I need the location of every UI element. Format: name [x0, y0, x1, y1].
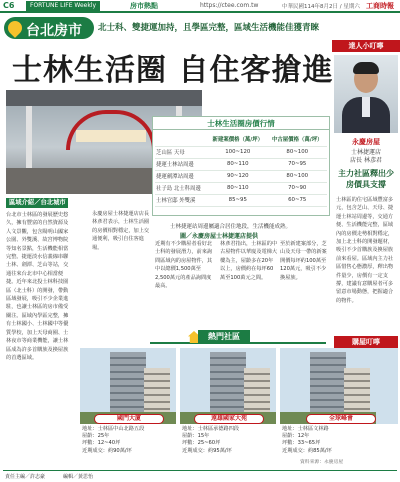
columnist-headline: 主力社區釋出少 房價具支撐	[338, 169, 394, 189]
article-column-2: 永慶房屋士林捷運店店長林彥君表示，士林生活圈的房價相對穩定，加上交通便利，吸引自住客進場。	[92, 211, 150, 251]
building-photo-2	[180, 348, 276, 424]
article-column-4: 林彥君指出，士林區的中古屋物件以華廈及電梯大樓為主，屋齡多在20年以上，房價約在每坪60萬至100萬元之間。	[220, 241, 278, 281]
building-photo-1	[80, 348, 176, 424]
columnist-bar: 達人小叮嚀	[332, 40, 400, 52]
article-headline: 士林生活圈 自住客搶進	[12, 53, 334, 88]
article-subhead: 區域介紹／台北城市	[6, 198, 68, 208]
data-source: 資料來源：永慶房屋	[300, 460, 344, 465]
footer-layout-editor: 編輯／黃思怡	[63, 474, 94, 480]
table-row: 士林官邸 外雙溪 85~95 60~75	[155, 194, 327, 206]
columnist-name: 店長 林彥君	[350, 157, 382, 164]
footer-editor: 責任主編／許志豪	[5, 474, 46, 480]
article-column-3: 近期有不少購屋者看好北士科的發展潛力，前來詢問區域內的房屋物件，其中以總價1,500萬至2,500萬元的產品詢問度最高。	[155, 241, 213, 290]
page-header	[0, 0, 400, 13]
table-row: 捷運劍潭站周邊 90~120 80~100	[155, 170, 327, 182]
community-info-1: 地址：士林區中山北路五段 屋齡：25年 坪數：12~40坪 近期成交：約90萬/坪	[82, 426, 145, 454]
article-subtitle: 北士科、雙捷運加持，且學區完整，區域生活機能佳獲青睞	[98, 23, 320, 33]
site-url[interactable]: https://ctee.com.tw	[200, 2, 259, 9]
tip-box-title: 購屋叮嚀	[335, 337, 397, 348]
article-column-5: 至於新建案部分，芝山及天母一帶的新案開價每坪約100萬至120萬元，吸引不少換屋族。	[280, 241, 327, 281]
table-row: 芝山區 天母 100~120 80~100	[155, 146, 327, 158]
columnist-portrait	[334, 55, 398, 133]
building-photo-3	[280, 348, 398, 424]
page-footer	[3, 470, 397, 480]
photo-credit: 圖／永慶房屋士林捷運店提供	[180, 233, 259, 240]
photo-caption: 士林捷運站周邊屬適合居住地段，生活機能成熟。	[170, 224, 292, 230]
community-name-2: 遠雄國家大苑	[194, 414, 264, 424]
community-info-2: 地址：士林區承德路四段 屋齡：15年 坪數：25~60坪 近期成交：約95萬/坪	[182, 426, 240, 454]
columnist-branch: 士林捷運店	[350, 149, 381, 156]
page-number: C6	[3, 1, 15, 10]
price-table	[152, 116, 330, 216]
newspaper-logo: 工商時報	[366, 2, 394, 10]
community-name-1: 國門大廈	[94, 414, 164, 424]
community-info-3: 地址：士林區文林路 屋齡：12年 坪數：33~65坪 近期成交：約85萬/坪	[282, 426, 332, 454]
price-table-header: 新建案價格（萬/坪） 中古屋價格（萬/坪）	[155, 132, 327, 146]
section-badge: FORTUNE LIFE Weekly	[26, 1, 100, 11]
hot-community-label: 熱門社區	[198, 330, 250, 344]
section-title: 房市熱點	[130, 2, 158, 10]
location-pin-icon	[5, 18, 25, 38]
columnist-company: 永慶房屋	[352, 138, 380, 146]
table-row: 捷運士林站周邊 80~110 70~95	[155, 158, 327, 170]
article-column-1: 台北市士林區的發展歷史悠久，擁有豐富的自然資源及人文景觀，包含陽明山國家公園、外雙溪、故宮博物院等知名景點，生活機能相當完整。捷運淡水信義線串聯士林、劍潭、芝山等站，交通往來台北市中心相當便捷。近年來北投士林科技園區（北士科）的開發，帶動區域發展，吸引不少企業進駐，也讓士林區的房市備受關注。區域內學區完整，擁有士林國小、士林國中等優質學校，加上天母商圈、士林夜市等商業機能，讓士林區成為許多首購族及換屋族的首選區域。	[6, 212, 69, 361]
region-tag-label: 台北房市	[26, 23, 82, 39]
hot-community-bar	[150, 330, 326, 344]
issue-date: 中華民國114年8月2日 / 星期六	[282, 4, 360, 10]
price-table-title: 士林生活圈房價行情	[153, 117, 329, 130]
columnist-body: 士林區的住宅區域豐富多元，包含芝山、天母、捷運士林站周邊等，交通方便、生活機能完整，區域內的房價走勢相對穩定，加上北士科的開發題材，吸引不少首購族及換屋族前來看屋。區域內主力社區惜售心態濃厚，釋出物件量少，房價有一定支撐，建議有意購屋者可多留意市場動態，把握適合的物件。	[336, 197, 394, 304]
table-row: 社子島 北士科周邊 80~110 70~90	[155, 182, 327, 194]
region-tag	[4, 17, 94, 39]
community-name-3: 全球峰會	[306, 414, 376, 424]
